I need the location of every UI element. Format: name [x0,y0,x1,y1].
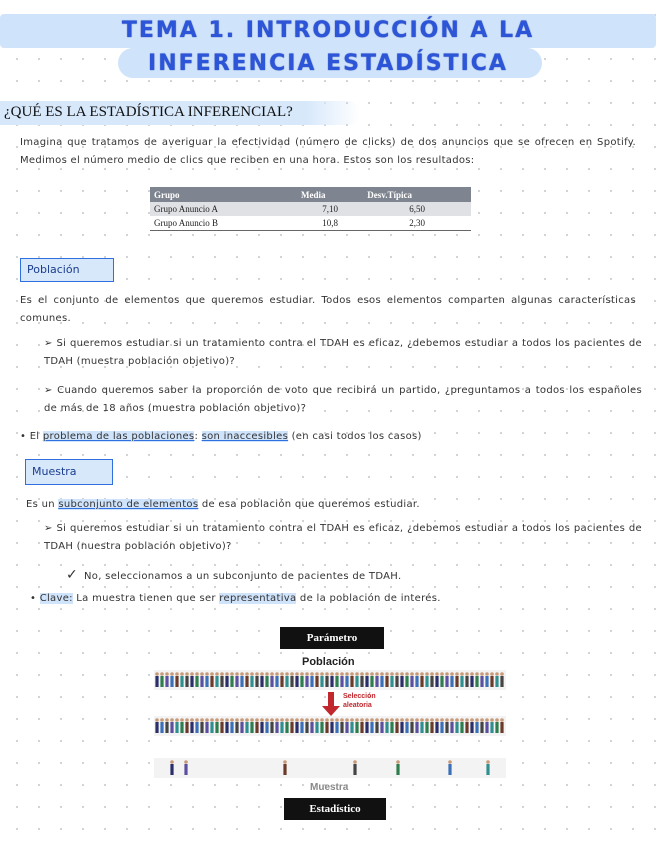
person-icon [470,718,474,733]
person-icon [450,672,454,687]
person-icon [425,718,429,733]
person-icon [355,718,359,733]
person-icon [350,672,354,687]
clave-text-b: de la población de interés. [296,593,441,604]
person-icon [320,672,324,687]
person-icon [435,672,439,687]
person-icon [205,672,209,687]
person-icon [500,718,504,733]
representativa-highlight: representativa [219,593,297,604]
section-heading [0,101,360,125]
person-icon [230,672,234,687]
intro-paragraph: Imagina que tratamos de averiguar la efectividad (número de clicks) de dos anuncios que se ofrecen en Spotify. Medimos el número medio de clics que reciben en una hora. Estos son los resultados: [20,137,636,166]
person-icon [310,672,314,687]
person-icon [435,718,439,733]
person-icon [385,672,389,687]
person-icon [175,672,179,687]
arrow-bullet-icon: ➢ [44,385,58,396]
person-icon [495,718,499,733]
person-icon [255,672,259,687]
header-media: Media [297,187,363,202]
person-icon [240,672,244,687]
person-icon [230,718,234,733]
person-icon [350,718,354,733]
person-icon [400,718,404,733]
person-icon [415,718,419,733]
person-icon [330,718,334,733]
person-icon [280,718,284,733]
person-icon [210,672,214,687]
person-icon [370,718,374,733]
muestra-definition [26,496,636,514]
person-icon [285,718,289,733]
person-icon [165,718,169,733]
person-icon [370,672,374,687]
header-grupo: Grupo [150,187,297,202]
seleccion-aleatoria-label: Selección aleatoria [343,693,376,709]
bullet3-text-a: El [29,431,43,442]
poblacion-bullet-2-text: Cuando queremos saber la proporción de voto que recibirá un partido, ¿preguntamos a todos los españoles de más de 18 años (muestra población objetivo)? [44,385,642,414]
person-icon [420,718,424,733]
person-icon [205,718,209,733]
person-icon [160,718,164,733]
person-icon [440,718,444,733]
person-icon [260,672,264,687]
person-icon [475,718,479,733]
person-icon [465,672,469,687]
person-icon [345,672,349,687]
person-icon [325,672,329,687]
section-heading-text: ¿QUÉ ES LA ESTADÍSTICA INFERENCIAL? [4,104,293,120]
poblacion-bullet-3 [20,428,636,446]
table-row [150,216,471,231]
person-icon [265,718,269,733]
person-icon [355,672,359,687]
person-icon [425,672,429,687]
person-icon [455,672,459,687]
arrow-bullet-icon: ➢ [44,338,57,349]
person-icon [315,718,319,733]
person-icon [320,718,324,733]
person-icon [465,718,469,733]
person-icon [375,672,379,687]
person-icon [155,672,159,687]
header-desv: Desv.Típica [363,187,471,202]
bullet3-text-b: : [194,431,202,442]
inaccesibles-underline: son inaccesibles [201,431,289,442]
person-icon [170,718,174,733]
person-icon [210,718,214,733]
problema-highlight: problema de las poblaciones [42,431,195,442]
person-icon [200,718,204,733]
arrow-down-icon [322,692,340,716]
person-icon [184,760,188,775]
person-icon [445,672,449,687]
cell-desv: 2,30 [363,216,471,231]
person-icon [490,718,494,733]
person-icon [305,718,309,733]
person-icon [250,718,254,733]
person-icon [185,718,189,733]
person-icon [360,718,364,733]
person-icon [170,672,174,687]
person-icon [265,672,269,687]
person-icon [190,718,194,733]
person-icon [260,718,264,733]
person-icon [365,718,369,733]
person-icon [300,672,304,687]
person-icon [480,718,484,733]
person-icon [315,672,319,687]
muestra-check-text: No, seleccionamos a un subconjunto de pacientes de TDAH. [84,571,402,582]
clave-text-a: La muestra tienen que ser [72,593,220,604]
person-icon [395,672,399,687]
person-icon [235,672,239,687]
cell-grupo: Grupo Anuncio A [150,202,297,216]
person-icon [360,672,364,687]
person-icon [275,672,279,687]
person-icon [396,760,400,775]
person-icon [400,672,404,687]
figure-muestra-label: Muestra [310,782,349,793]
person-icon [165,672,169,687]
cell-media: 7,10 [297,202,363,216]
person-icon [365,672,369,687]
cell-desv: 6,50 [363,202,471,216]
person-icon [255,718,259,733]
estadistico-label: Estadístico [284,798,386,820]
person-icon [240,718,244,733]
table-header-row [150,187,471,202]
person-icon [270,672,274,687]
dot-bullet-icon: • [30,593,40,604]
person-icon [490,672,494,687]
muestra-bullet-1-text: Si queremos estudiar si un tratamiento contra el TDAH es eficaz, ¿debemos estudiar a todos los pacientes de TDAH (nuestra población objetivo)? [44,523,642,552]
person-icon [290,672,294,687]
person-icon [455,718,459,733]
person-icon [380,718,384,733]
person-icon [470,672,474,687]
person-icon [310,718,314,733]
person-icon [335,672,339,687]
person-icon [375,718,379,733]
person-icon [275,718,279,733]
person-icon [445,718,449,733]
person-icon [390,672,394,687]
muestra-tag: Muestra [25,459,113,485]
person-icon [295,718,299,733]
person-icon [340,718,344,733]
bullet3-text-c: (en casi todos los casos) [288,431,422,442]
person-icon [215,672,219,687]
person-icon [385,718,389,733]
person-icon [180,718,184,733]
person-icon [353,760,357,775]
person-icon [395,718,399,733]
person-icon [185,672,189,687]
person-icon [460,718,464,733]
person-icon [430,718,434,733]
person-icon [325,718,329,733]
person-icon [486,760,490,775]
person-icon [430,672,434,687]
person-icon [250,672,254,687]
person-icon [405,718,409,733]
muestra-check-item [66,566,626,586]
person-icon [160,672,164,687]
person-icon [175,718,179,733]
person-icon [215,718,219,733]
person-icon [190,672,194,687]
subconjunto-highlight: subconjunto de elementos [58,499,199,510]
table-row [150,202,471,216]
poblacion-bullet-2 [44,382,642,418]
person-icon [420,672,424,687]
person-icon [380,672,384,687]
person-icon [440,672,444,687]
parametro-label: Parámetro [280,627,384,649]
person-icon [405,672,409,687]
person-icon [295,672,299,687]
cell-media: 10,8 [297,216,363,231]
person-icon [290,718,294,733]
muestra-def-b: de esa población que queremos estudiar. [198,499,420,510]
person-icon [225,718,229,733]
person-icon [330,672,334,687]
person-icon [270,718,274,733]
person-icon [195,718,199,733]
muestra-def-a: Es un [26,499,59,510]
person-icon [220,672,224,687]
person-icon [180,672,184,687]
sampling-figure [150,668,510,780]
person-icon [485,718,489,733]
person-icon [500,672,504,687]
person-icon [410,672,414,687]
person-icon [280,672,284,687]
person-icon [475,672,479,687]
person-icon [195,672,199,687]
figure-poblacion-label: Población [302,656,355,668]
person-icon [410,718,414,733]
checkmark-icon: ✓ [66,567,79,583]
person-icon [245,672,249,687]
person-icon [225,672,229,687]
person-icon [495,672,499,687]
poblacion-definition: Es el conjunto de elementos que queremos estudiar. Todos esos elementos comparten algunas características comunes. [20,295,636,324]
person-icon [235,718,239,733]
person-icon [170,760,174,775]
sample-row-bg [154,758,506,778]
person-icon [200,672,204,687]
dot-bullet-icon: • [20,431,30,442]
person-icon [390,718,394,733]
person-icon [283,760,287,775]
person-icon [450,718,454,733]
person-icon [340,672,344,687]
clave-bullet [30,590,636,608]
poblacion-tag: Población [20,258,114,282]
person-icon [285,672,289,687]
poblacion-bullet-1-text: Si queremos estudiar si un tratamiento contra el TDAH es eficaz, ¿debemos estudiar a todos los pacientes de TDAH (muestra población objetivo)? [44,338,642,367]
person-icon [305,672,309,687]
person-icon [448,760,452,775]
muestra-bullet-1 [44,520,642,556]
results-table [150,187,471,231]
page-title-line-1: TEMA 1. INTRODUCCIÓN A LA [121,18,535,43]
page-title-line-2: INFERENCIA ESTADÍSTICA [148,51,508,76]
cell-grupo: Grupo Anuncio B [150,216,297,231]
person-icon [335,718,339,733]
person-icon [460,672,464,687]
person-icon [480,672,484,687]
person-icon [345,718,349,733]
person-icon [485,672,489,687]
arrow-bullet-icon: ➢ [44,523,57,534]
person-icon [220,718,224,733]
poblacion-bullet-1 [44,335,642,371]
person-icon [415,672,419,687]
person-icon [300,718,304,733]
person-icon [245,718,249,733]
person-icon [155,718,159,733]
clave-label: Clave: [39,593,73,604]
